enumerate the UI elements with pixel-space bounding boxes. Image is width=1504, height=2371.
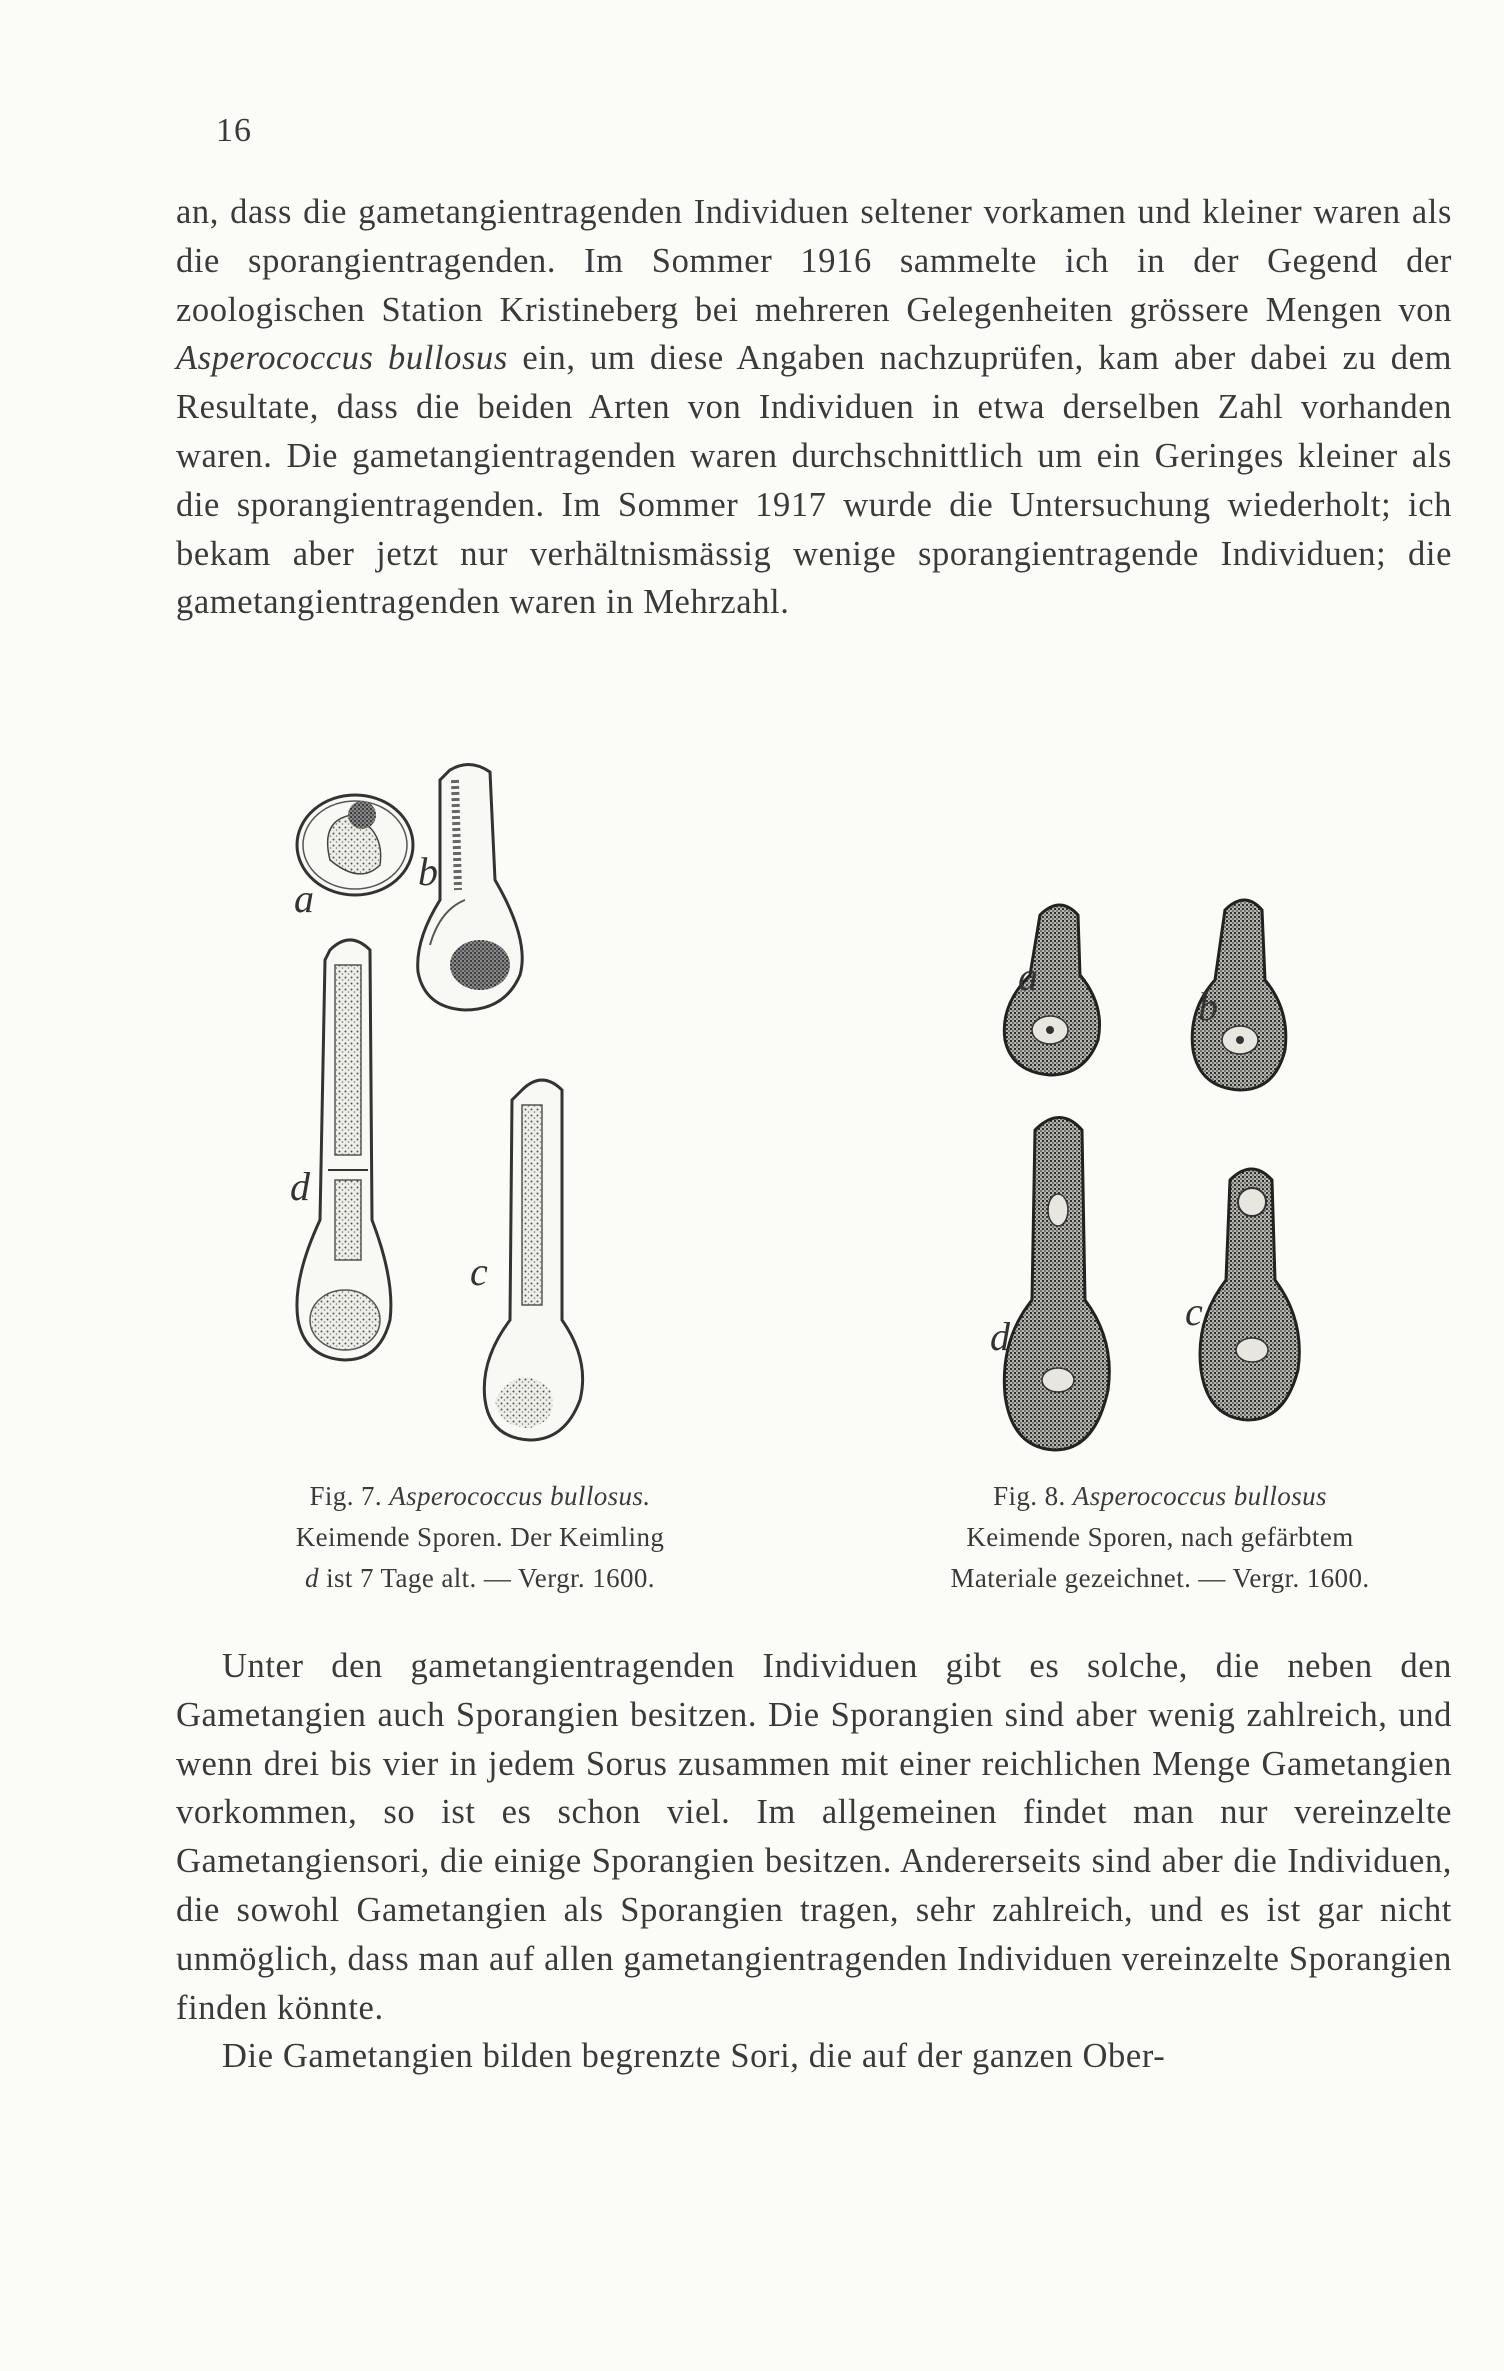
caption-fig-number: Fig. 7. <box>309 1481 383 1511</box>
label-b: b <box>1198 984 1218 1029</box>
label-d: d <box>990 1314 1010 1359</box>
spore-a <box>297 795 413 895</box>
paragraph-text: ein, um diese Angaben nachzuprüfen, kam aber dabei zu dem Resultate, dass die beiden Arten von Individuen in etwa derselben Zahl vorhanden waren. Die gametangientragenden waren durchschnittlich um ein Geringes kleiner als die sporangientragenden. Im Sommer 1917 wurde die Untersuchung wiederholt; ich bekam aber jetzt nur verhältnismässig wenige sporangientragende Individuen; die gametangientragenden waren in Mehrzahl. <box>176 339 1453 622</box>
caption-line: ist 7 Tage alt. — Vergr. 1600. <box>318 1563 655 1593</box>
caption-fig-number: Fig. 8. <box>993 1481 1066 1511</box>
label-c: c <box>1185 1289 1203 1334</box>
body-paragraph-2 <box>176 1642 1452 2081</box>
label-b: b <box>418 849 438 894</box>
figure-8-caption <box>880 1476 1440 1599</box>
label-a: a <box>294 876 314 921</box>
caption-species: Asperococcus bullosus <box>1072 1481 1327 1511</box>
caption-line: Keimende Sporen. Der Keimling <box>295 1522 665 1552</box>
paragraph-text: an, dass die gametangientragenden Individuen seltener vorkamen und kleiner waren als die sporangientragenden. Im Sommer 1916 sammelte ich in der Gegend der zoologischen Station Kristineberg bei mehreren Gelegenheiten grössere Mengen von <box>176 193 1452 329</box>
body-paragraph-1 <box>176 188 1452 627</box>
germling-d <box>1004 1118 1109 1451</box>
figure-8-illustration <box>990 880 1350 1470</box>
caption-line: Materiale gezeichnet. — Vergr. 1600. <box>950 1563 1370 1593</box>
paragraph-text: Die Gametangien bilden begrenzte Sori, die auf der ganzen Ober- <box>222 2037 1166 2076</box>
germling-c <box>1200 1169 1299 1420</box>
caption-line: Keimende Sporen, nach gefärbtem <box>966 1522 1354 1552</box>
caption-species: Asperococcus bullosus. <box>389 1481 651 1511</box>
germling-c <box>484 1080 582 1440</box>
germling-d <box>297 940 391 1360</box>
caption-d-label: d <box>305 1563 319 1593</box>
label-a: a <box>1018 954 1038 999</box>
page-number: 16 <box>216 112 252 149</box>
label-c: c <box>470 1249 488 1294</box>
paragraph-text: Unter den gametangientragenden Individuen gibt es solche, die neben den Gametangien auch Sporangien besitzen. Die Sporangien sind aber wenig zahlreich, und wenn drei bis vier in jedem Sorus zusammen mit einer reichlichen Menge Gametangien vorkommen, so ist es schon viel. Im allgemeinen findet man nur vereinzelte Gametangiensori, die einige Sporangien besitzen. Andererseits sind aber die Individuen, die sowohl Gametangien als Sporangien tragen, sehr zahlreich, und es ist gar nicht unmöglich, dass man auf allen gametangientragenden Individuen vereinzelte Sporangien finden könnte. <box>176 1647 1452 2027</box>
label-d: d <box>290 1164 310 1209</box>
species-name: Asperococcus bullosus <box>176 339 508 378</box>
figure-7-caption <box>210 1476 750 1599</box>
figure-7-illustration <box>290 760 670 1460</box>
